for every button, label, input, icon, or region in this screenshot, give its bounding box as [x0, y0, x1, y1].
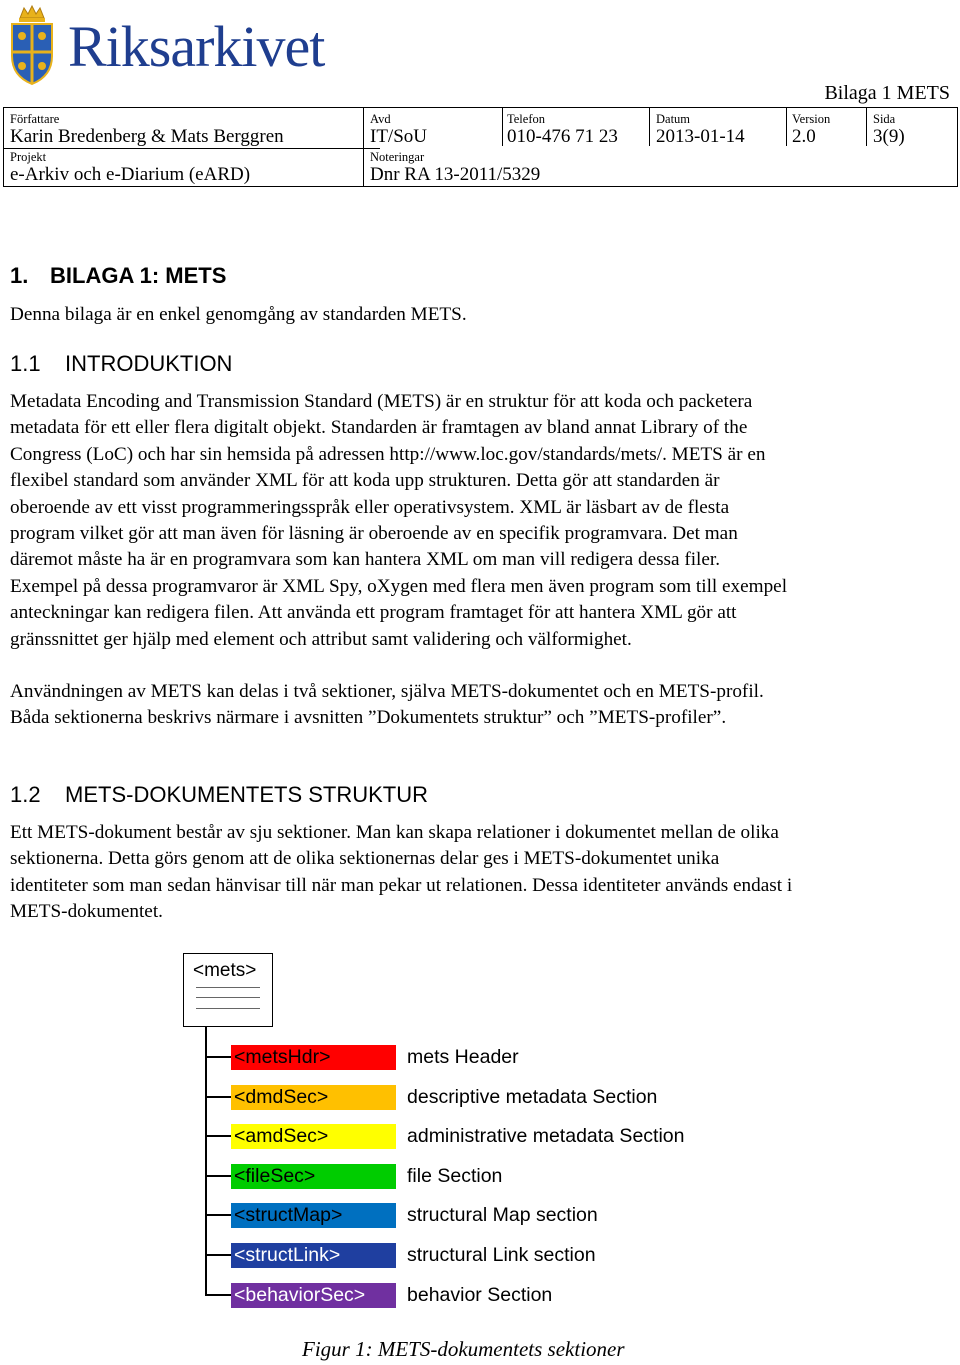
project-value: e-Arkiv och e-Diarium (eARD): [10, 164, 251, 185]
paragraph-line: METS-dokumentet.: [10, 901, 163, 923]
logo-text: Riksarkivet: [68, 14, 325, 79]
section-tag-structlink: <structLink>: [231, 1243, 396, 1268]
page-value: 3(9): [873, 126, 905, 147]
paragraph-line: Congress (LoC) och har sin hemsida på adressen http://www.loc.gov/standards/mets/. METS är en: [10, 443, 766, 465]
page-label: Sida: [873, 112, 896, 126]
tree-branch: [205, 1096, 231, 1098]
paragraph-line: däremot måste ha är en programvara som kan hantera XML om man vill redigera dessa filer.: [10, 549, 721, 571]
section-1-1-paragraph-1: [10, 389, 955, 653]
notes-cell: [370, 150, 540, 186]
section-1-intro: [10, 302, 955, 328]
date-cell: [656, 112, 745, 148]
paragraph-line: program vilket gör att man även för läsning är oberoende av en specifik programvara. Det man: [10, 523, 738, 545]
section-tag-dmdsec: <dmdSec>: [231, 1085, 396, 1110]
section-1-1-title: INTRODUKTION: [65, 351, 233, 376]
divider: [196, 987, 260, 988]
mets-root-box: [183, 953, 273, 1027]
section-tag-metshdr: <metsHdr>: [231, 1045, 396, 1070]
dept-label: Avd: [370, 112, 391, 126]
paragraph-line: metadata för ett eller flera digitalt objekt. Standarden är framtagen av bland annat Library of the: [10, 417, 748, 439]
tree-branch: [205, 1214, 231, 1216]
paragraph-line: gränssnittet ger hjälp med element och attribut samt validering och välformighet.: [10, 628, 632, 650]
section-1-2-paragraph: [10, 820, 955, 926]
date-value: 2013-01-14: [656, 126, 745, 147]
section-desc-dmdsec: descriptive metadata Section: [407, 1086, 658, 1108]
crest-icon: [8, 4, 56, 86]
phone-value: 010-476 71 23: [507, 126, 618, 147]
figure-caption: Figur 1: METS-dokumentets sektioner: [302, 1337, 625, 1361]
author-cell: [10, 112, 284, 148]
section-1-2-number: 1.2: [10, 782, 41, 807]
intro-line: Denna bilaga är en enkel genomgång av standarden METS.: [10, 304, 467, 325]
phone-cell: [507, 112, 618, 148]
section-1-title: BILAGA 1: METS: [50, 263, 227, 288]
paragraph-line: Användningen av METS kan delas i två sektioner, själva METS-dokumentet och en METS-profil.: [10, 681, 764, 702]
date-label: Datum: [656, 112, 691, 126]
section-desc-filesec: file Section: [407, 1165, 503, 1187]
tree-branch: [205, 1294, 231, 1296]
section-desc-metshdr: mets Header: [407, 1046, 519, 1068]
section-1-heading: [10, 263, 226, 289]
paragraph-line: identiteter som man sedan hänvisar till när man pekar ut relationen. Dessa identiteter används endast i: [10, 874, 793, 896]
version-label: Version: [792, 112, 831, 126]
paragraph-line: sektionerna. Detta görs genom att de olika sektionernas delar ges i METS-dokumentet unika: [10, 848, 720, 870]
paragraph-line: Ett METS-dokument består av sju sektioner. Man kan skapa relationer i dokumentet mellan de olika: [10, 822, 779, 843]
mets-root-tag: <mets>: [193, 960, 257, 981]
tree-branch: [205, 1175, 231, 1177]
dept-value: IT/SoU: [370, 126, 427, 147]
version-cell: [792, 112, 830, 148]
section-desc-structmap: structural Map section: [407, 1204, 598, 1226]
page-cell: [873, 112, 905, 148]
paragraph-line: anteckningar kan redigera filen. Att använda ett program framtaget för att hantera XML gör att: [10, 602, 737, 624]
section-tag-amdsec: <amdSec>: [231, 1124, 396, 1149]
riksarkivet-logo: [8, 4, 325, 88]
paragraph-line: oberoende av ett visst programmeringsspråk eller operativsystem. XML är läsbart av de flesta: [10, 496, 730, 518]
document-meta-table: [3, 107, 958, 187]
section-tag-behaviorsec: <behaviorSec>: [231, 1283, 396, 1308]
appendix-label: Bilaga 1 METS: [824, 82, 950, 104]
project-cell: [10, 150, 250, 186]
section-1-1-heading: [10, 351, 232, 377]
tree-branch: [205, 1135, 231, 1137]
project-label: Projekt: [10, 150, 47, 164]
section-1-1-paragraph-2: [10, 679, 955, 732]
section-desc-structlink: structural Link section: [407, 1244, 596, 1266]
paragraph-line: Båda sektionerna beskrivs närmare i avsnitten ”Dokumentets struktur” och ”METS-profiler”.: [10, 707, 727, 729]
dept-cell: [370, 112, 427, 148]
section-1-number: 1.: [10, 263, 29, 288]
notes-label: Noteringar: [370, 150, 425, 164]
notes-value: Dnr RA 13-2011/5329: [370, 164, 541, 185]
tree-branch: [205, 1056, 231, 1058]
section-1-2-title: METS-DOKUMENTETS STRUKTUR: [65, 782, 428, 807]
section-1-2-heading: [10, 782, 428, 808]
section-tag-filesec: <fileSec>: [231, 1164, 396, 1189]
paragraph-line: Metadata Encoding and Transmission Standard (METS) är en struktur för att koda och packetera: [10, 391, 753, 412]
section-desc-behaviorsec: behavior Section: [407, 1284, 553, 1306]
section-1-1-number: 1.1: [10, 351, 41, 376]
author-label: Författare: [10, 112, 60, 126]
version-value: 2.0: [792, 126, 816, 147]
section-desc-amdsec: administrative metadata Section: [407, 1125, 685, 1147]
phone-label: Telefon: [507, 112, 545, 126]
tree-branch: [205, 1254, 231, 1256]
section-tag-structmap: <structMap>: [231, 1203, 396, 1228]
paragraph-line: Exempel på dessa programvaror är XML Spy, oXygen med flera men även program som till exempel: [10, 575, 788, 597]
paragraph-line: flexibel standard som använder XML för att koda upp strukturen. Detta gör att standarden är: [10, 470, 720, 492]
divider: [196, 997, 260, 998]
author-value: Karin Bredenberg & Mats Berggren: [10, 126, 284, 147]
divider: [196, 1008, 260, 1009]
